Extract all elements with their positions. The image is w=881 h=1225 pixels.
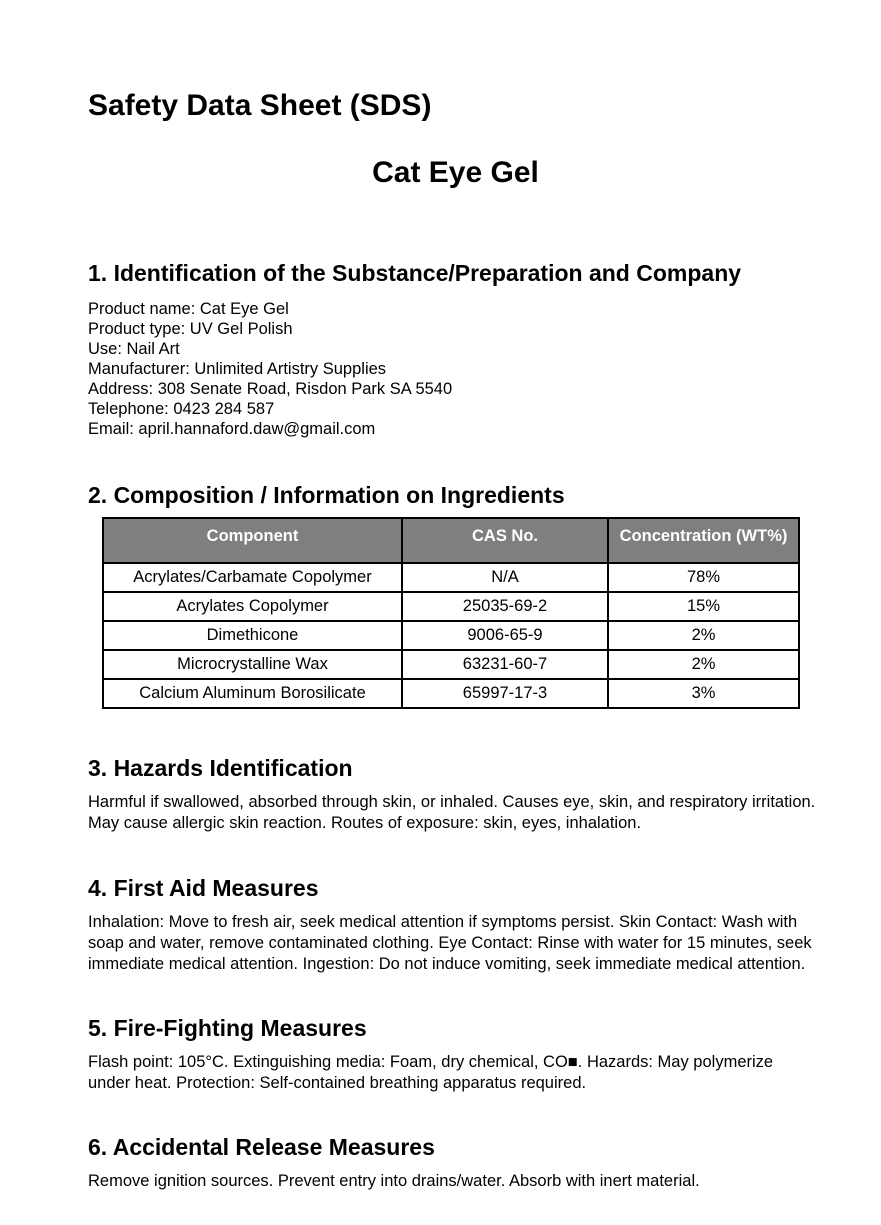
section-heading: 4. First Aid Measures	[88, 875, 319, 901]
paragraph-line: immediate medical attention. Ingestion: Do not induce vomiting, seek immediate medical attention.	[88, 955, 806, 973]
table-row	[103, 679, 799, 708]
paragraph-line: Remove ignition sources. Prevent entry into drains/water. Absorb with inert material.	[88, 1172, 700, 1190]
cell-concentration: 2%	[608, 650, 799, 679]
accidental-release-paragraph	[88, 1171, 823, 1192]
product-title: Cat Eye Gel	[372, 156, 539, 189]
paragraph-line: soap and water, remove contaminated clothing. Eye Contact: Rinse with water for 15 minutes, seek	[88, 934, 812, 952]
ingredients-table	[102, 517, 800, 709]
table-row	[103, 592, 799, 621]
cell-cas-no: N/A	[402, 563, 608, 592]
paragraph-line: Inhalation: Move to fresh air, seek medical attention if symptoms persist. Skin Contact: Wash with	[88, 913, 798, 931]
section-fire-fighting	[88, 1015, 823, 1094]
column-header-cas-no: CAS No.	[402, 518, 608, 563]
column-header-component: Component	[103, 518, 402, 563]
identification-info	[88, 299, 823, 439]
section-heading: 3. Hazards Identification	[88, 755, 353, 781]
cell-cas-no: 25035-69-2	[402, 592, 608, 621]
table-row	[103, 621, 799, 650]
info-line-product-name: Product name: Cat Eye Gel	[88, 300, 289, 318]
paragraph-line: under heat. Protection: Self-contained breathing apparatus required.	[88, 1074, 587, 1092]
first-aid-paragraph	[88, 912, 823, 975]
info-line-product-type: Product type: UV Gel Polish	[88, 320, 293, 338]
section-heading: 5. Fire-Fighting Measures	[88, 1015, 367, 1041]
cell-component: Acrylates/Carbamate Copolymer	[103, 563, 402, 592]
cell-cas-no: 65997-17-3	[402, 679, 608, 708]
cell-component: Dimethicone	[103, 621, 402, 650]
section-heading: 6. Accidental Release Measures	[88, 1134, 435, 1160]
info-line-use: Use: Nail Art	[88, 340, 180, 358]
column-header-concentration: Concentration (WT%)	[608, 518, 799, 563]
info-line-manufacturer: Manufacturer: Unlimited Artistry Supplies	[88, 360, 387, 378]
cell-cas-no: 9006-65-9	[402, 621, 608, 650]
section-accidental-release	[88, 1134, 823, 1192]
paragraph-line: May cause allergic skin reaction. Routes of exposure: skin, eyes, inhalation.	[88, 814, 642, 832]
cell-concentration: 3%	[608, 679, 799, 708]
table-row	[103, 563, 799, 592]
info-line-telephone: Telephone: 0423 284 587	[88, 400, 275, 418]
cell-concentration: 2%	[608, 621, 799, 650]
info-line-address: Address: 308 Senate Road, Risdon Park SA 5540	[88, 380, 453, 398]
paragraph-line: Harmful if swallowed, absorbed through skin, or inhaled. Causes eye, skin, and respiratory irritation.	[88, 793, 816, 811]
fire-fighting-paragraph	[88, 1052, 823, 1094]
paragraph-line: Flash point: 105°C. Extinguishing media: Foam, dry chemical, CO■. Hazards: May polymerize	[88, 1053, 774, 1071]
table-row	[103, 650, 799, 679]
cell-component: Microcrystalline Wax	[103, 650, 402, 679]
info-line-email: Email: april.hannaford.daw@gmail.com	[88, 420, 376, 438]
section-hazards	[88, 755, 823, 834]
cell-concentration: 15%	[608, 592, 799, 621]
section-heading: 1. Identification of the Substance/Preparation and Company	[88, 260, 742, 286]
section-first-aid	[88, 875, 823, 975]
cell-cas-no: 63231-60-7	[402, 650, 608, 679]
cell-component: Acrylates Copolymer	[103, 592, 402, 621]
hazards-paragraph	[88, 792, 823, 834]
section-heading: 2. Composition / Information on Ingredients	[88, 482, 565, 508]
table-header-row	[103, 518, 799, 563]
section-identification	[88, 260, 823, 439]
document-title: Safety Data Sheet (SDS)	[88, 89, 432, 122]
cell-component: Calcium Aluminum Borosilicate	[103, 679, 402, 708]
cell-concentration: 78%	[608, 563, 799, 592]
section-composition	[88, 482, 823, 709]
